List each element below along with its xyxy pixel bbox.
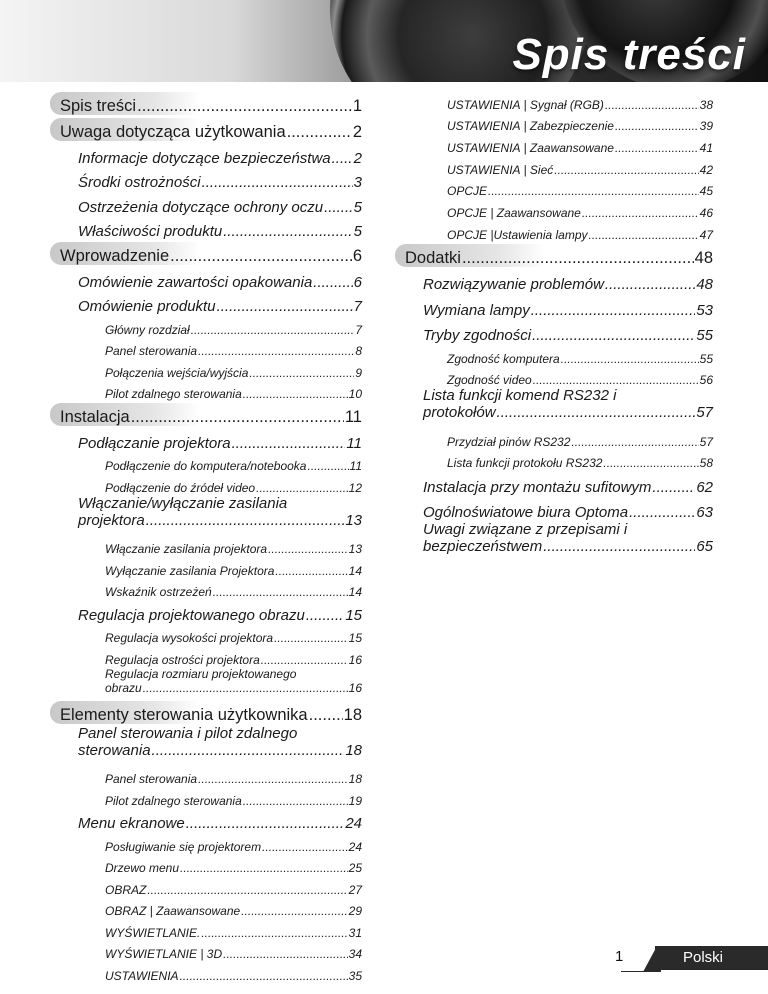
- toc-entry[interactable]: [50, 832, 362, 854]
- toc-entry-page: 11: [349, 459, 362, 473]
- toc-entry-title: USTAWIENIA | Sieć: [447, 162, 554, 177]
- toc-entry-title: Zgodność video: [447, 373, 532, 388]
- toc-entry-title: OBRAZ | Zaawansowane: [105, 904, 241, 918]
- toc-entry-title: Spis treści: [60, 97, 137, 115]
- toc-leader-dots: [180, 861, 348, 875]
- toc-entry-page: 15: [345, 606, 362, 624]
- toc-entry[interactable]: [50, 167, 362, 192]
- toc-entry[interactable]: [395, 293, 713, 319]
- toc-entry[interactable]: [50, 786, 362, 808]
- toc-entry[interactable]: [395, 521, 713, 555]
- toc-leader-dots: [605, 276, 695, 293]
- toc-entry[interactable]: [50, 725, 362, 759]
- toc-leader-dots: [324, 199, 353, 216]
- toc-entry-page: 18: [345, 741, 362, 759]
- toc-entry-page: 55: [696, 327, 713, 345]
- toc-leader-dots: [605, 98, 699, 112]
- toc-leader-dots: [217, 298, 353, 315]
- toc-entry[interactable]: [50, 765, 362, 787]
- toc-leader-dots: [170, 247, 352, 266]
- toc-entry[interactable]: [395, 470, 713, 496]
- toc-leader-dots: [603, 456, 698, 470]
- toc-leader-dots: [201, 926, 347, 940]
- toc-entry-page: 13: [345, 511, 362, 529]
- toc-entry-title: Informacje dotyczące bezpieczeństwa: [78, 149, 331, 167]
- toc-entry-title: OPCJE |Ustawienia lampy: [447, 227, 588, 242]
- toc-entry-page: 11: [346, 434, 362, 452]
- toc-entry-page: 48: [694, 248, 713, 267]
- toc-entry-title: Zgodność komputera: [447, 351, 560, 366]
- toc-entry-title: OBRAZ: [105, 882, 147, 897]
- toc-entry-title: OPCJE: [447, 184, 488, 199]
- toc-leader-dots: [287, 123, 352, 142]
- toc-entry-page: 24: [345, 815, 362, 832]
- toc-entry-title: Podłączanie projektora: [78, 434, 231, 452]
- toc-entry[interactable]: [395, 155, 713, 177]
- toc-leader-dots: [629, 504, 695, 521]
- toc-leader-dots: [543, 538, 695, 555]
- toc-entry[interactable]: [395, 220, 713, 242]
- toc-entry-title: Właściwości produktu: [78, 223, 223, 240]
- toc-entry-page: 18: [348, 772, 362, 786]
- toc-entry-title: WYŚWIETLANIE.: [105, 925, 201, 940]
- toc-leader-dots: [571, 435, 698, 449]
- toc-entry-title: Elementy sterowania użytkownika: [60, 705, 308, 724]
- toc-entry-page: 9: [355, 365, 362, 380]
- toc-entry-title-line: Lista funkcji komend RS232 i: [423, 387, 617, 405]
- toc-entry-page: 35: [348, 968, 362, 983]
- toc-entry-title: protokołów: [423, 404, 496, 422]
- toc-entry-title: Włączanie zasilania projektora: [105, 542, 268, 556]
- toc-entry[interactable]: [50, 142, 362, 167]
- toc-entry-page: 15: [348, 631, 362, 645]
- toc-entry-title: Ogólnoświatowe biura Optoma: [423, 504, 629, 522]
- toc-entry-page: 19: [348, 793, 362, 808]
- toc-leader-dots: [198, 772, 348, 786]
- toc-leader-dots: [462, 249, 694, 268]
- language-label: Polski: [683, 949, 724, 966]
- toc-entry-page: 56: [699, 373, 713, 388]
- toc-leader-dots: [249, 366, 354, 380]
- toc-entry-page: 18: [343, 705, 362, 724]
- toc-leader-dots: [186, 815, 345, 832]
- toc-entry-page: 63: [696, 504, 713, 522]
- toc-leader-dots: [332, 150, 353, 167]
- toc-entry[interactable]: [395, 268, 713, 294]
- toc-entry-title: Regulacja wysokości projektora: [105, 631, 274, 645]
- toc-entry[interactable]: [50, 897, 362, 919]
- toc-entry-title: Połączenia wejścia/wyjścia: [105, 365, 249, 380]
- toc-entry-title: Instalacja przy montażu sufitowym: [423, 478, 652, 496]
- toc-entry-title: Wprowadzenie: [60, 247, 170, 265]
- toc-entry[interactable]: [50, 90, 362, 116]
- toc-entry-title: USTAWIENIA: [105, 968, 179, 983]
- toc-entry-page: 57: [696, 404, 713, 422]
- toc-leader-dots: [143, 681, 348, 695]
- toc-entry-page: 48: [696, 276, 713, 294]
- toc-entry-title: Wskaźnik ostrzeżeń: [105, 585, 212, 599]
- toc-entry[interactable]: [395, 344, 713, 366]
- toc-entry[interactable]: [50, 216, 362, 241]
- toc-entry-page: 2: [352, 123, 362, 141]
- toc-entry-title: USTAWIENIA | Zaawansowane: [447, 141, 614, 156]
- toc-entry[interactable]: [50, 699, 362, 725]
- toc-entry[interactable]: [50, 940, 362, 962]
- toc-entry-page: 53: [696, 301, 713, 319]
- toc-entry[interactable]: [395, 496, 713, 522]
- toc-leader-dots: [307, 459, 348, 473]
- toc-leader-dots: [137, 97, 352, 116]
- toc-entry-page: 6: [352, 247, 362, 265]
- page-number: 1: [615, 948, 624, 965]
- toc-entry[interactable]: [50, 315, 362, 337]
- toc-right-column: [395, 90, 713, 561]
- toc-entry[interactable]: [395, 177, 713, 199]
- toc-entry-page: 25: [348, 861, 362, 875]
- toc-entry-title: OPCJE | Zaawansowane: [447, 206, 581, 221]
- toc-entry-title-line: Uwagi związane z przepisami i: [423, 521, 628, 539]
- toc-entry-page: 38: [699, 97, 713, 112]
- toc-entry-title: Rozwiązywanie problemów: [423, 276, 604, 294]
- toc-leader-dots: [243, 794, 348, 808]
- toc-leader-dots: [131, 408, 344, 427]
- toc-entry-page: 65: [696, 538, 713, 556]
- toc-entry-title-line: Regulacja rozmiaru projektowanego: [105, 666, 297, 681]
- toc-leader-dots: [256, 481, 348, 495]
- toc-entry-page: 7: [355, 322, 362, 337]
- toc-entry-page: 7: [353, 298, 362, 315]
- toc-entry[interactable]: [50, 240, 362, 266]
- toc-entry-title: Menu ekranowe: [78, 815, 185, 832]
- toc-leader-dots: [532, 327, 695, 344]
- toc-entry-page: 11: [344, 408, 362, 426]
- toc-leader-dots: [275, 564, 347, 578]
- toc-leader-dots: [497, 404, 696, 421]
- toc-entry[interactable]: [50, 291, 362, 316]
- toc-entry-page: 16: [348, 652, 362, 667]
- toc-entry-title: Regulacja ostrości projektora: [105, 652, 260, 667]
- toc-entry-title: USTAWIENIA | Sygnał (RGB): [447, 97, 604, 112]
- toc-entry-page: 24: [348, 839, 362, 854]
- toc-entry[interactable]: [50, 358, 362, 380]
- toc-entry[interactable]: [50, 191, 362, 216]
- toc-entry[interactable]: [50, 116, 362, 142]
- toc-left-column: [50, 90, 362, 983]
- toc-entry-title: Drzewo menu: [105, 861, 180, 875]
- toc-entry[interactable]: [395, 366, 713, 388]
- toc-entry-page: 6: [353, 273, 362, 291]
- toc-leader-dots: [202, 174, 353, 191]
- toc-entry[interactable]: [50, 401, 362, 427]
- toc-entry-title: obrazu: [105, 680, 142, 695]
- toc-entry-title: Uwaga dotycząca użytkowania: [60, 123, 286, 141]
- toc-entry-page: 2: [353, 149, 362, 167]
- toc-entry[interactable]: [395, 319, 713, 345]
- toc-entry-title: Podłączenie do źródeł video: [105, 480, 256, 495]
- toc-entry[interactable]: [50, 266, 362, 291]
- toc-entry-title: Podłączenie do komputera/notebooka: [105, 459, 307, 473]
- toc-entry[interactable]: [50, 452, 362, 474]
- toc-leader-dots: [306, 607, 344, 624]
- toc-leader-dots: [152, 742, 345, 759]
- toc-entry-title: Tryby zgodności: [423, 327, 532, 345]
- toc-leader-dots: [589, 228, 699, 242]
- toc-leader-dots: [191, 323, 355, 337]
- toc-entry-title: Główny rozdział: [105, 322, 190, 337]
- toc-entry-title: Pilot zdalnego sterowania: [105, 793, 242, 808]
- toc-leader-dots: [531, 302, 696, 319]
- toc-leader-dots: [561, 352, 699, 366]
- toc-entry[interactable]: [50, 337, 362, 359]
- toc-entry-page: 34: [348, 947, 362, 961]
- toc-entry-title: Lista funkcji protokołu RS232: [447, 456, 603, 471]
- toc-entry[interactable]: [50, 854, 362, 876]
- page-footer: [603, 944, 768, 972]
- toc-entry-page: 5: [353, 223, 362, 240]
- toc-entry-page: 58: [699, 456, 713, 471]
- toc-leader-dots: [309, 706, 343, 725]
- toc-entry-title: Wymiana lampy: [423, 301, 530, 319]
- header-banner: [0, 0, 768, 82]
- toc-entry-page: 12: [348, 480, 362, 495]
- toc-leader-dots: [268, 542, 348, 556]
- toc-leader-dots: [262, 840, 348, 854]
- toc-entry-page: 47: [699, 227, 713, 242]
- toc-entry-page: 14: [348, 585, 362, 599]
- toc-leader-dots: [198, 344, 354, 358]
- toc-entry-title: sterowania: [78, 741, 151, 759]
- toc-entry[interactable]: [50, 427, 362, 452]
- toc-entry[interactable]: [50, 556, 362, 578]
- page-title: Spis treści: [512, 30, 746, 79]
- toc-entry-page: 62: [696, 478, 713, 496]
- toc-entry-page: 42: [699, 162, 713, 177]
- toc-entry[interactable]: [395, 427, 713, 449]
- toc-entry-page: 16: [348, 680, 362, 695]
- toc-entry-page: 13: [348, 542, 362, 556]
- toc-entry[interactable]: [50, 535, 362, 557]
- toc-entry-page: 55: [699, 351, 713, 366]
- toc-leader-dots: [582, 206, 699, 220]
- toc-entry[interactable]: [50, 961, 362, 983]
- toc-entry-title: Dodatki: [405, 248, 461, 267]
- toc-entry[interactable]: [50, 473, 362, 495]
- toc-entry-title: Panel sterowania: [105, 344, 198, 358]
- toc-entry-title-line: Włączanie/wyłączanie zasilania: [78, 494, 288, 512]
- toc-leader-dots: [652, 479, 695, 496]
- toc-entry[interactable]: [395, 449, 713, 471]
- toc-entry[interactable]: [50, 667, 362, 695]
- toc-entry-title: Wyłączanie zasilania Projektora: [105, 563, 275, 578]
- toc-entry-page: 29: [348, 904, 362, 918]
- toc-entry[interactable]: [50, 918, 362, 940]
- toc-entry[interactable]: [395, 112, 713, 134]
- toc-leader-dots: [261, 653, 348, 667]
- toc-entry[interactable]: [395, 133, 713, 155]
- toc-leader-dots: [147, 883, 347, 897]
- toc-entry-title: Instalacja: [60, 408, 130, 426]
- toc-leader-dots: [241, 904, 347, 918]
- toc-entry-title: Ostrzeżenia dotyczące ochrony oczu: [78, 198, 324, 216]
- toc-entry-page: 45: [699, 184, 713, 199]
- toc-entry[interactable]: [395, 90, 713, 112]
- toc-entry-page: 14: [348, 563, 362, 578]
- toc-entry[interactable]: [50, 624, 362, 646]
- toc-entry-page: 27: [348, 882, 362, 897]
- toc-entry-page: 5: [353, 198, 362, 216]
- toc-leader-dots: [232, 435, 346, 452]
- toc-entry[interactable]: [50, 808, 362, 833]
- toc-entry-title: Omówienie produktu: [78, 298, 216, 315]
- toc-entry[interactable]: [50, 380, 362, 402]
- toc-leader-dots: [554, 163, 698, 177]
- toc-leader-dots: [213, 585, 348, 599]
- toc-entry[interactable]: [395, 387, 713, 421]
- toc-leader-dots: [488, 184, 699, 198]
- toc-leader-dots: [146, 512, 345, 529]
- toc-entry-title: Posługiwanie się projektorem: [105, 839, 262, 854]
- toc-entry-page: 8: [355, 344, 362, 358]
- toc-entry-title: projektora: [78, 511, 145, 529]
- toc-leader-dots: [313, 274, 352, 291]
- toc-entry[interactable]: [50, 599, 362, 624]
- toc-leader-dots: [223, 947, 348, 961]
- toc-entry[interactable]: [395, 242, 713, 268]
- toc-entry-title: Środki ostrożności: [78, 174, 201, 191]
- toc-leader-dots: [243, 387, 348, 401]
- tab-slash-shape: [621, 946, 661, 972]
- toc-entry-page: 57: [699, 434, 713, 449]
- toc-entry-page: 41: [699, 141, 713, 156]
- toc-entry-title: bezpieczeństwem: [423, 538, 543, 556]
- toc-entry-title-line: Panel sterowania i pilot zdalnego: [78, 724, 298, 742]
- toc-entry-page: 46: [699, 206, 713, 221]
- toc-entry[interactable]: [50, 578, 362, 600]
- toc-entry-title: WYŚWIETLANIE | 3D: [105, 947, 223, 961]
- toc-entry-page: 31: [348, 925, 362, 940]
- toc-entry[interactable]: [50, 875, 362, 897]
- toc-entry-page: 3: [353, 174, 362, 191]
- toc-entry[interactable]: [395, 198, 713, 220]
- toc-entry-title: Pilot zdalnego sterowania: [105, 387, 242, 401]
- toc-entry-title: Przydział pinów RS232: [447, 434, 571, 449]
- toc-leader-dots: [533, 373, 699, 387]
- toc-entry-title: Omówienie zawartości opakowania: [78, 273, 313, 291]
- toc-entry-page: 10: [348, 387, 362, 401]
- toc-leader-dots: [223, 223, 352, 240]
- toc-entry-title: USTAWIENIA | Zabezpieczenie: [447, 119, 614, 134]
- toc-leader-dots: [180, 969, 348, 983]
- toc-leader-dots: [274, 631, 348, 645]
- toc-entry-page: 1: [352, 97, 362, 115]
- toc-entry-title: Panel sterowania: [105, 772, 198, 786]
- toc-leader-dots: [615, 141, 699, 155]
- toc-leader-dots: [615, 119, 699, 133]
- toc-entry-title: Regulacja projektowanego obrazu: [78, 606, 305, 624]
- toc-entry[interactable]: [50, 495, 362, 529]
- toc-entry[interactable]: [50, 645, 362, 667]
- toc-entry-page: 39: [699, 119, 713, 134]
